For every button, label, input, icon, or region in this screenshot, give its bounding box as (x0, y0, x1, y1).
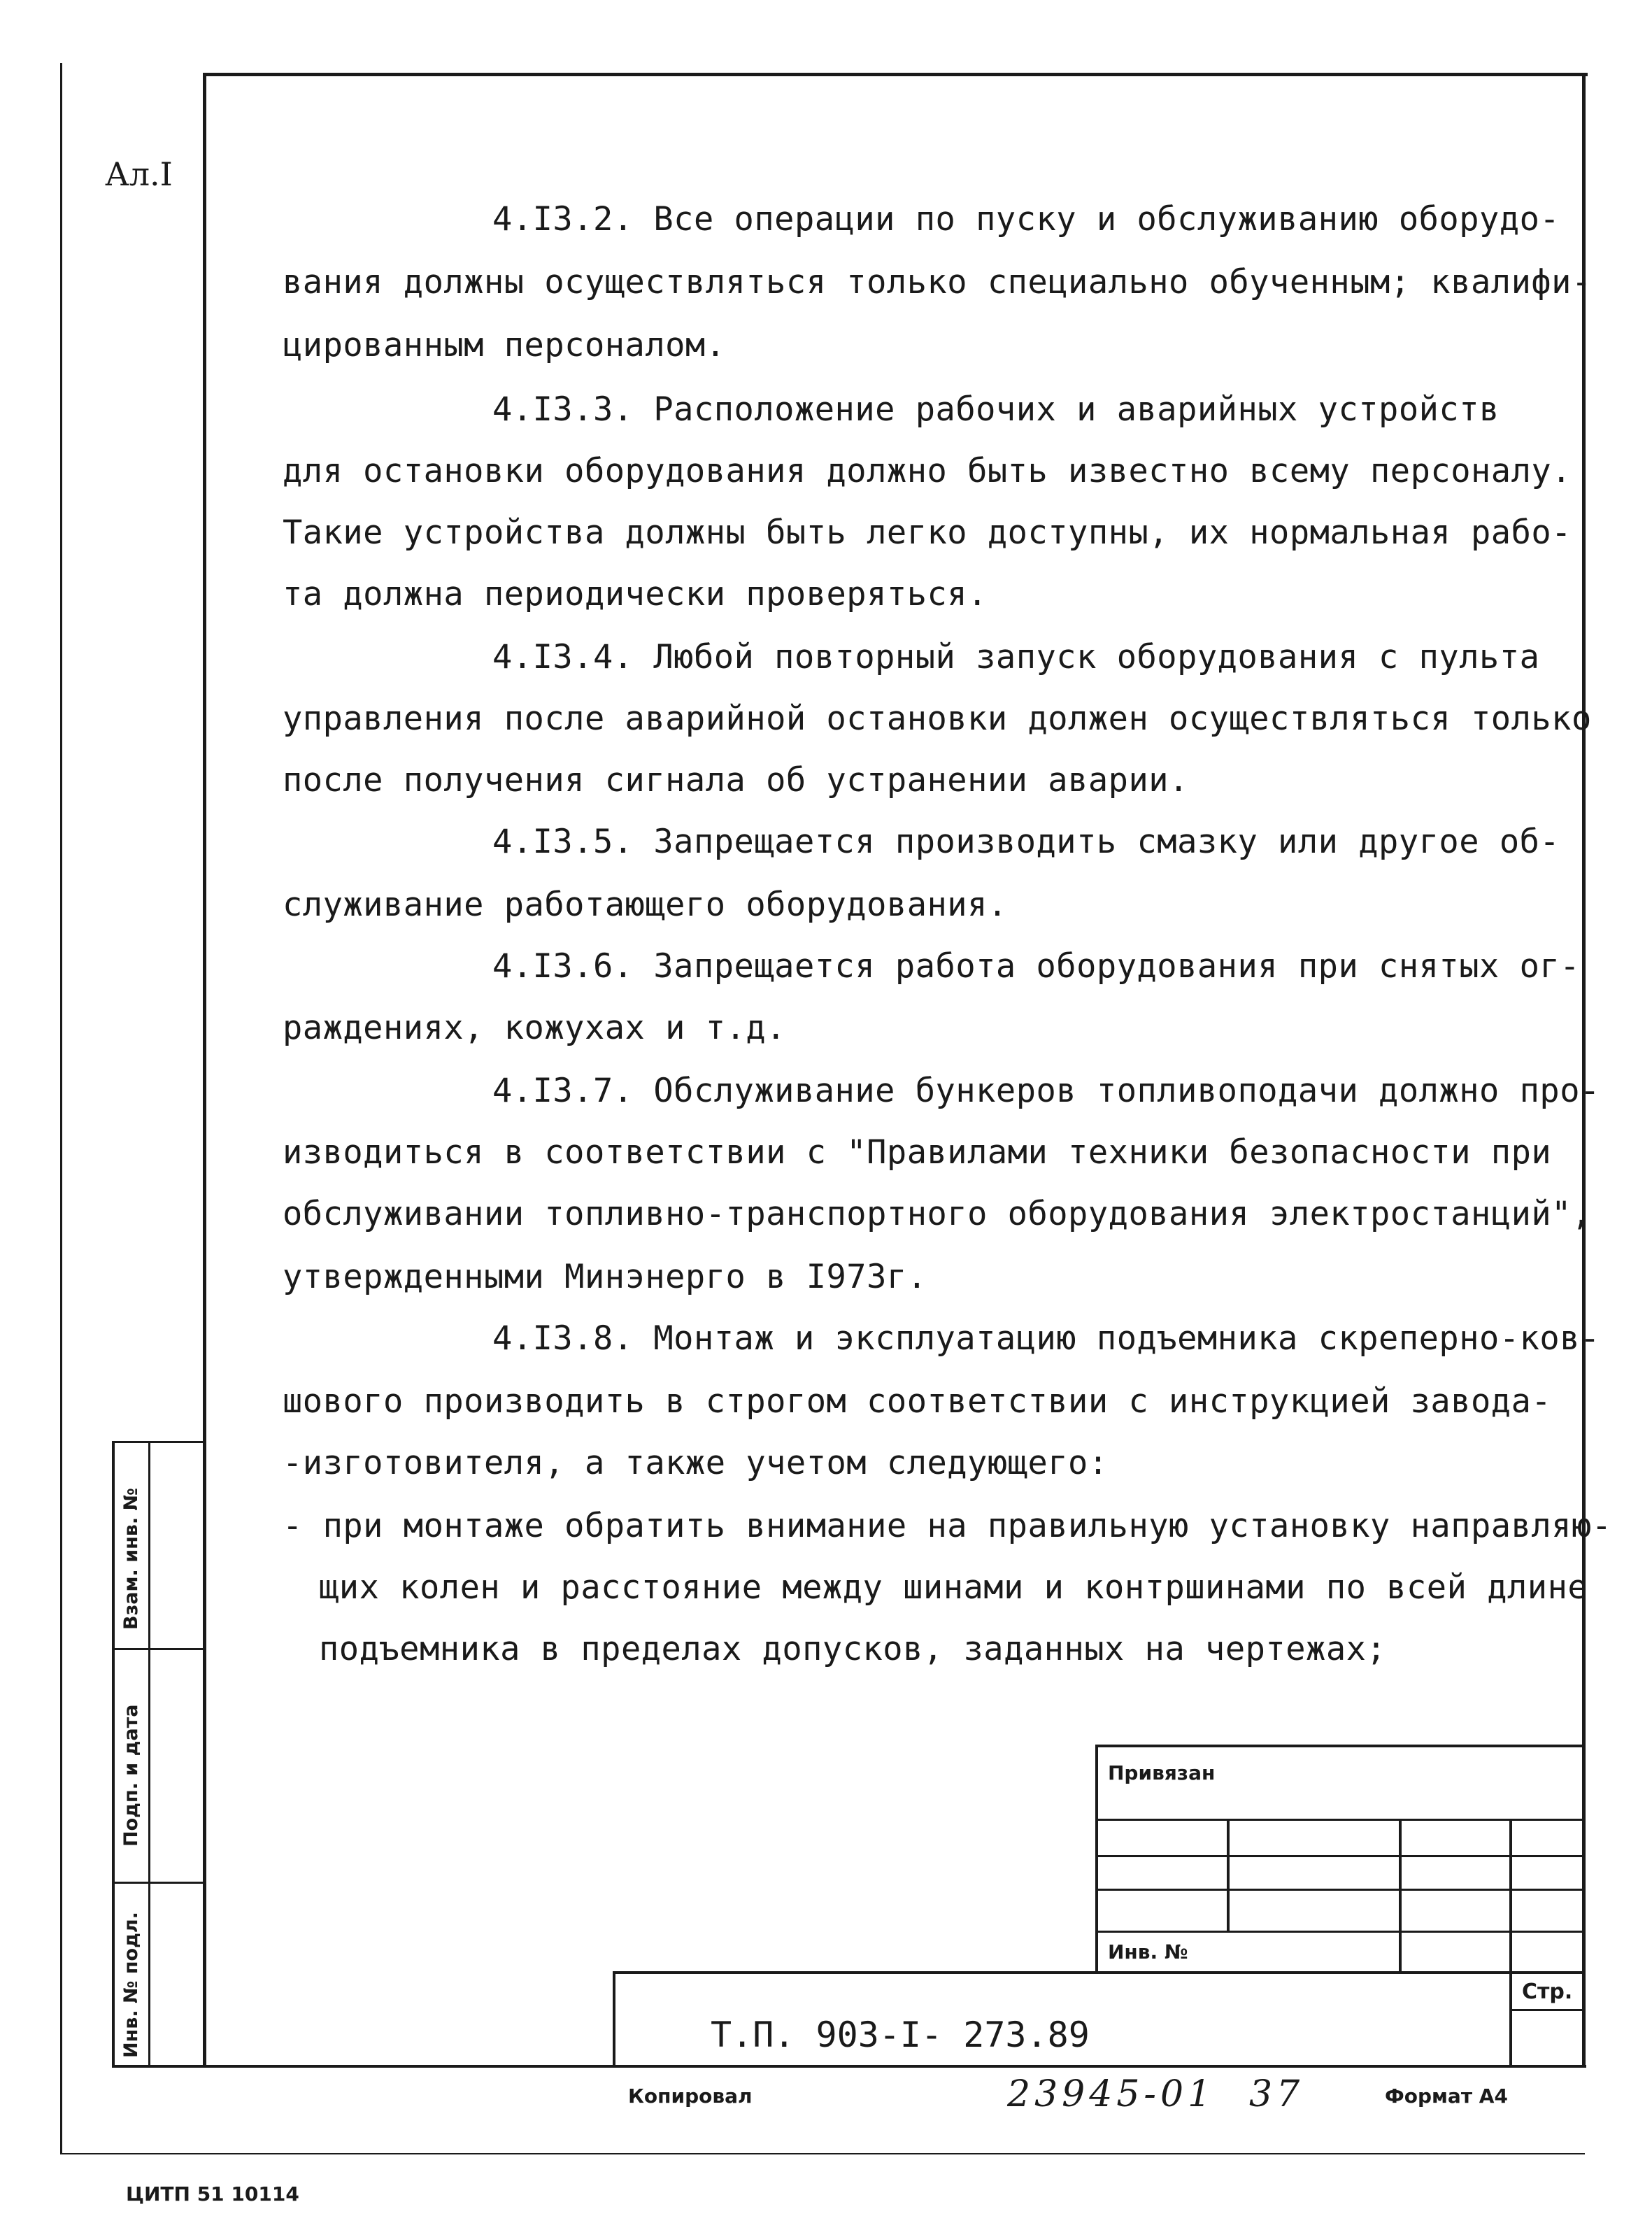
page-label: Стр. (1522, 1980, 1573, 2004)
paragraph-4-13-8-line-1: 4.I3.8. Монтаж и эксплуатацию подъемника скреперно-ков- (492, 1319, 1600, 1358)
bullet-line-1: - при монтаже обратить внимание на правильную установку направляю- (283, 1507, 1612, 1545)
paragraph-4-13-5-line-1: 4.I3.5. Запрещается производить смазку или другое об- (492, 823, 1560, 861)
bullet-line-2: щих колен и расстояние между шинами и контршинами по всей длине (319, 1568, 1588, 1607)
paragraph-4-13-2-line-3: цированным персоналом. (283, 326, 726, 364)
side-stamp-row-2 (112, 1882, 204, 1884)
side-stamp-divider (148, 1441, 150, 2066)
paragraph-4-13-7-line-2: изводиться в соответствии с "Правилами техники безопасности при (283, 1133, 1552, 1172)
frame-bottom (112, 2065, 1586, 2068)
copied-label: Копировал (628, 2085, 753, 2108)
paragraph-4-13-6-line-2: раждениях, кожухах и т.д. (283, 1009, 786, 1047)
paragraph-4-13-6-line-1: 4.I3.6. Запрещается работа оборудования при снятых ог- (492, 947, 1581, 986)
side-stamp-row-1 (112, 1648, 204, 1650)
paragraph-4-13-3-line-2: для остановки оборудования должно быть известно всему персоналу. (283, 452, 1572, 490)
paragraph-4-13-2-line-2: вания должны осуществляться только специально обученным; квалифи- (283, 263, 1592, 301)
paragraph-4-13-7-line-3: обслуживании топливно-транспортного оборудования электростанций", (283, 1195, 1592, 1233)
format-label: Формат А4 (1385, 2085, 1508, 2108)
bullet-line-3: подъемника в пределах допусков, заданных на чертежах; (319, 1630, 1387, 1668)
frame-left (203, 73, 206, 2068)
bound-col-1 (1227, 1819, 1230, 1931)
main-block-left (613, 1971, 615, 2066)
bound-col-2 (1399, 1819, 1402, 1973)
paragraph-4-13-8-line-3: -изготовителя, а также учетом следующего: (283, 1444, 1109, 1482)
imprint: ЦИТП 51 10114 (126, 2182, 299, 2206)
page-number: 37 (1249, 2073, 1304, 2115)
page-bottom-line (60, 2153, 1585, 2154)
binding-edge-line (60, 63, 62, 2154)
sign-date-label: Подп. и дата (120, 1704, 142, 1847)
paragraph-4-13-7-line-4: утвержденными Минэнерго в I973г. (283, 1258, 927, 1296)
document-code: Т.П. 903-I- 273.89 (711, 2015, 1090, 2055)
side-stamp-outer-left (112, 1441, 115, 2066)
paragraph-4-13-8-line-2: шового производить в строгом соответствии с инструкцией завода- (283, 1382, 1552, 1421)
paragraph-4-13-5-line-2: служивание работающего оборудования. (283, 886, 1008, 924)
bound-block-top (1095, 1745, 1585, 1747)
bound-col-3 (1509, 1819, 1512, 1973)
original-inventory-label: Инв. № подл. (120, 1912, 142, 2058)
main-block-top (613, 1971, 1585, 1974)
paragraph-4-13-7-line-1: 4.I3.7. Обслуживание бункеров топливоподачи должно про- (492, 1072, 1600, 1110)
paragraph-4-13-2-line-1: 4.I3.2. Все операции по пуску и обслуживанию оборудо- (492, 200, 1560, 239)
paragraph-4-13-4-line-2: управления после аварийной остановки должен осуществляться только (283, 699, 1592, 738)
paragraph-4-13-4-line-1: 4.I3.4. Любой повторный запуск оборудования с пульта (492, 638, 1540, 676)
handwritten-number: 23945-01 (1007, 2073, 1216, 2115)
paragraph-4-13-3-line-3: Такие устройства должны быть легко доступны, их нормальная рабо- (283, 513, 1572, 552)
paragraph-4-13-3-line-1: 4.I3.3. Расположение рабочих и аварийных устройств (492, 390, 1500, 429)
paragraph-4-13-3-line-4: та должна периодически проверяться. (283, 575, 988, 613)
sheet-label: Ал.I (105, 155, 173, 193)
inventory-label: Инв. № (1108, 1940, 1188, 1963)
replaced-inventory-label: Взам. инв. № (120, 1487, 142, 1630)
bound-label: Привязан (1108, 1761, 1216, 1784)
paragraph-4-13-4-line-3: после получения сигнала об устранении аварии. (283, 761, 1189, 800)
side-stamp-top (112, 1441, 204, 1443)
page-cell-divider (1509, 2009, 1585, 2011)
page-cell-left (1509, 1971, 1512, 2066)
bound-block-left (1095, 1745, 1098, 1973)
frame-top (203, 73, 1588, 76)
